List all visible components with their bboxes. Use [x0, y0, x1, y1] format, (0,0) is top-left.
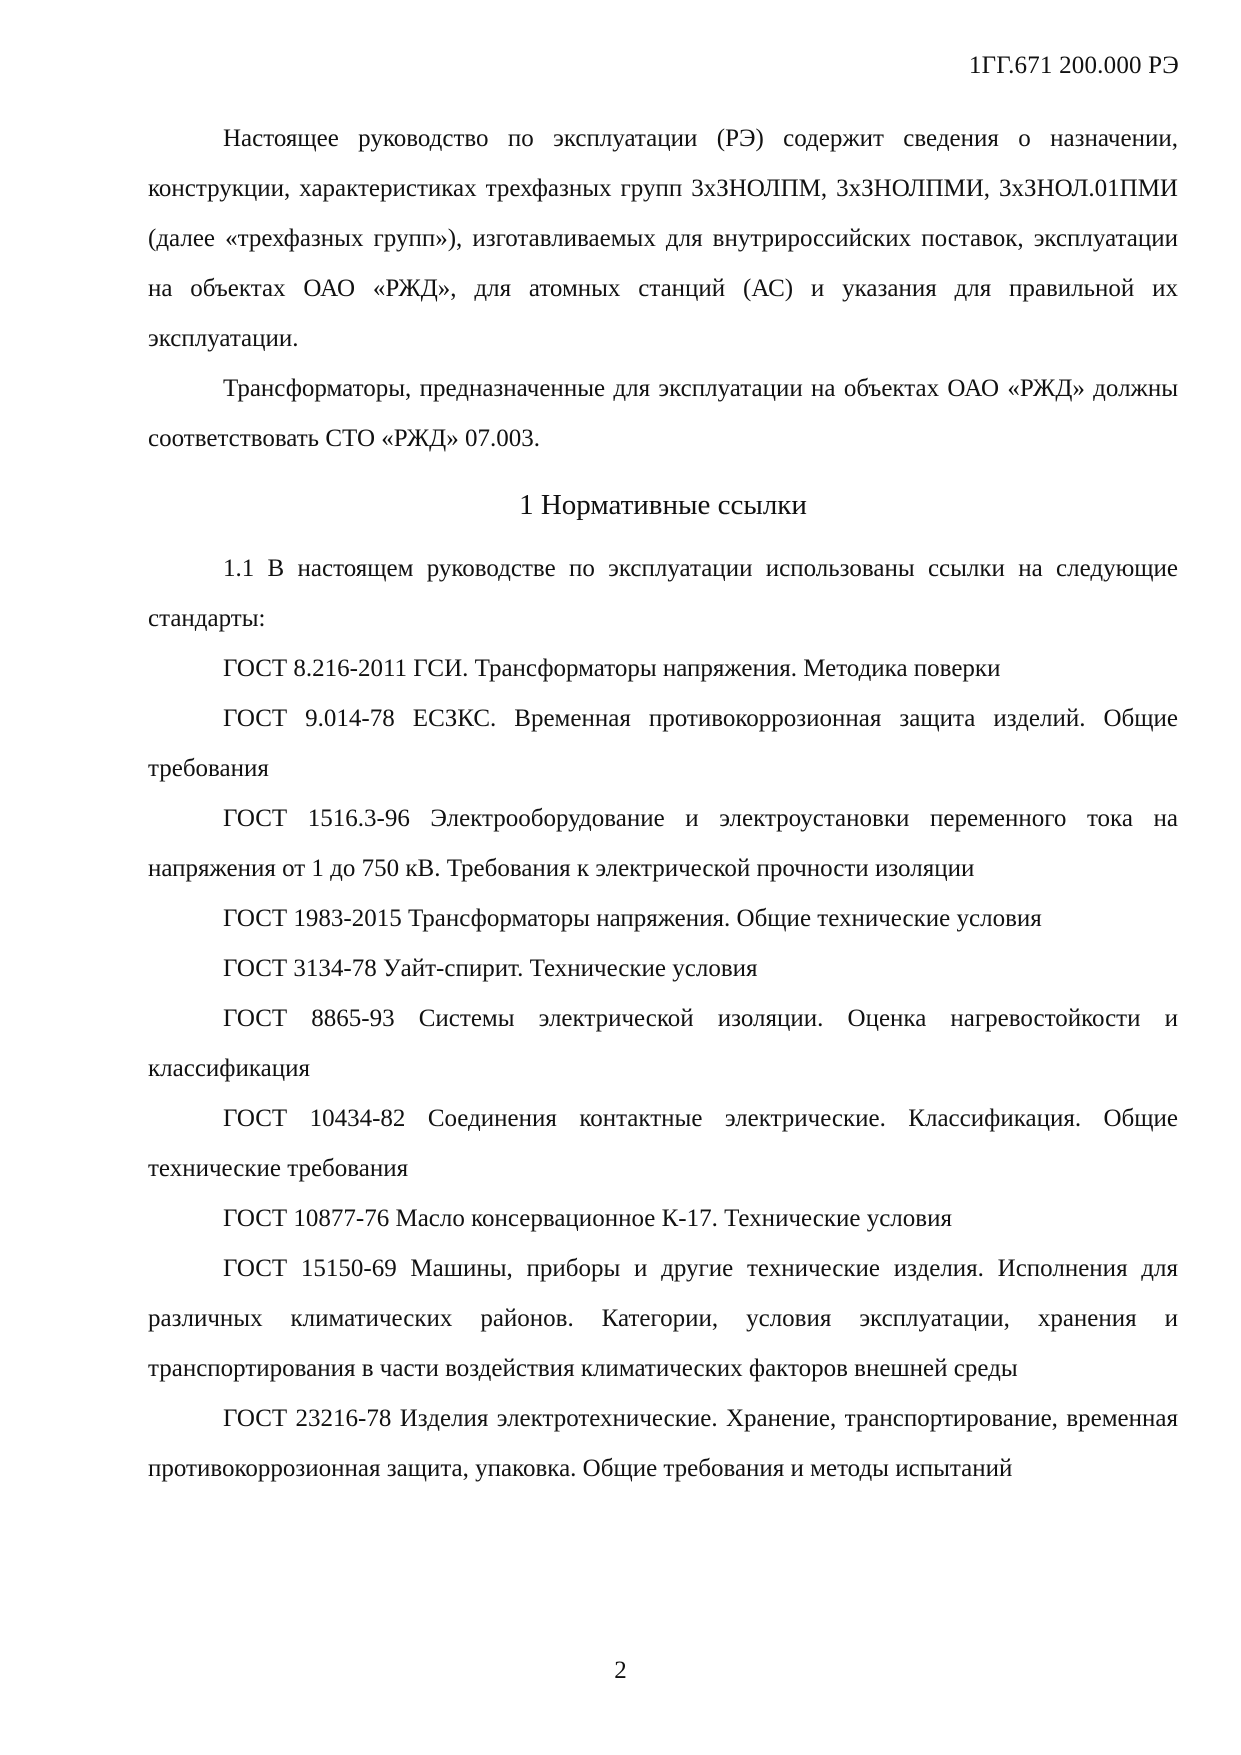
reference-item: ГОСТ 23216-78 Изделия электротехнические. Хранение, транспортирование, временная противокоррозионная защита, упаковка. Общие требования и методы испытаний: [148, 1405, 1178, 1482]
section-intro-paragraph: 1.1 В настоящем руководстве по эксплуатации использованы ссылки на следующие стандарты:: [148, 555, 1178, 632]
page-number: 2: [614, 1657, 627, 1684]
reference-item: ГОСТ 15150-69 Машины, приборы и другие технические изделия. Исполнения для различных климатических районов. Категории, условия эксплуатации, хранения и транспортирования в части воздействия климатических факторов внешней среды: [148, 1255, 1178, 1382]
reference-item: ГОСТ 1516.3-96 Электрооборудование и электроустановки переменного тока на напряжения от 1 до 750 кВ. Требования к электрической прочности изоляции: [148, 805, 1178, 882]
reference-item: ГОСТ 8.216-2011 ГСИ. Трансформаторы напряжения. Методика поверки: [223, 655, 1001, 682]
reference-item: ГОСТ 10877-76 Масло консервационное К-17. Технические условия: [223, 1205, 952, 1232]
reference-item: ГОСТ 1983-2015 Трансформаторы напряжения. Общие технические условия: [223, 905, 1042, 932]
reference-item: ГОСТ 10434-82 Соединения контактные электрические. Классификация. Общие технические требования: [148, 1105, 1178, 1182]
document-code: 1ГГ.671 200.000 РЭ: [968, 52, 1179, 79]
intro-paragraph: Настоящее руководство по эксплуатации (РЭ) содержит сведения о назначении, конструкции, характеристиках трехфазных групп 3хЗНОЛПМ, 3хЗНОЛПМИ, 3хЗНОЛ.01ПМИ (далее «трехфазных групп»), изготавливаемых для внутрироссийских поставок, эксплуатации на объектах ОАО «РЖД», для атомных станций (АС) и указания для правильной их эксплуатации.: [148, 125, 1178, 352]
intro-paragraph: Трансформаторы, предназначенные для эксплуатации на объектах ОАО «РЖД» должны соответствовать СТО «РЖД» 07.003.: [148, 375, 1178, 452]
reference-item: ГОСТ 3134-78 Уайт-спирит. Технические условия: [223, 955, 758, 982]
reference-item: ГОСТ 9.014-78 ЕСЗКС. Временная противокоррозионная защита изделий. Общие требования: [148, 705, 1178, 782]
reference-item: ГОСТ 8865-93 Системы электрической изоляции. Оценка нагревостойкости и классификация: [148, 1005, 1178, 1082]
section-heading: 1 Нормативные ссылки: [519, 489, 807, 521]
document-body: [148, 114, 1178, 1494]
